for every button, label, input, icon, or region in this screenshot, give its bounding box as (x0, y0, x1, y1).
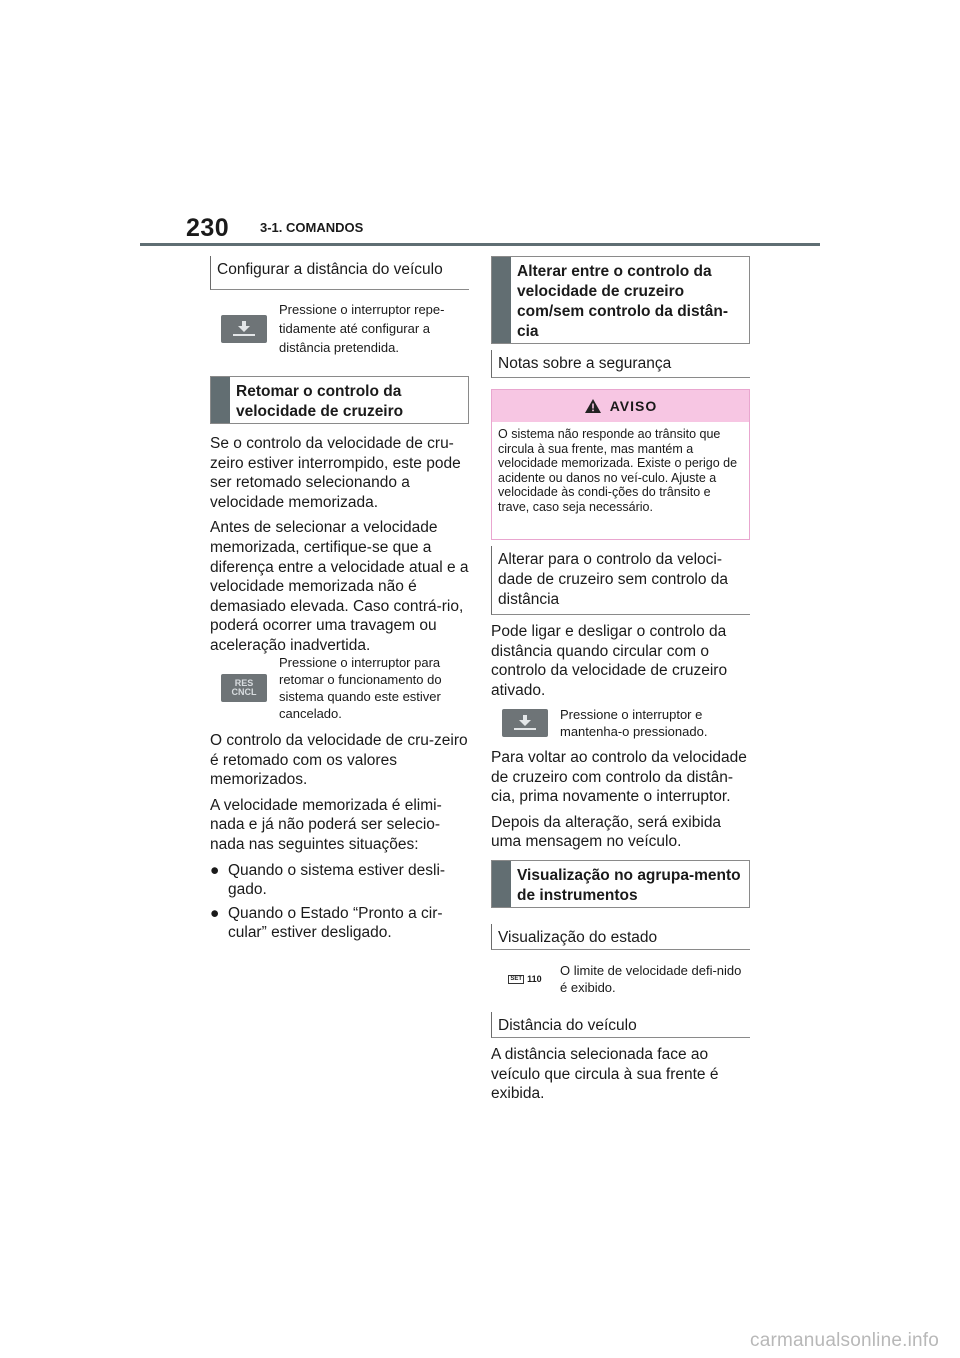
res-label: RES (234, 678, 254, 688)
heading-distance: Distância do veículo (491, 1012, 750, 1038)
warning-header (492, 390, 749, 422)
res-icon-row (210, 654, 469, 722)
change-paragraph: Pode ligar e desligar o controlo da distância quando circular com o controlo da velocidade de cruzeiro ativado. (491, 623, 728, 699)
distance-button-icon (221, 315, 267, 343)
resumed-paragraph: O controlo da velocidade de cru-zeiro é retomado com os valores memorizados. (210, 732, 468, 789)
bullet-text: Quando o sistema estiver desli-gado. (228, 861, 446, 899)
heading-display-box (491, 860, 750, 908)
bullet-item (210, 904, 469, 943)
message-paragraph: Depois da alteração, será exibida uma mensagem no veículo. (491, 813, 722, 851)
heading-configure-distance: Configurar a distância do veículo (210, 256, 469, 290)
warning-title: AVISO (609, 398, 658, 414)
bullet-icon: ● (210, 904, 220, 922)
cncl-label: CNCL (231, 687, 257, 697)
section-title: 3-1. COMANDOS (260, 220, 364, 235)
hold-icon-row (491, 706, 750, 740)
heading-switch: Alterar entre o controlo da velocidade de cruzeiro com/sem controlo da distân-cia (517, 263, 729, 340)
set-value: 110 (527, 974, 542, 984)
return-text-block (491, 748, 750, 858)
res-description: Pressione o interruptor para retomar o funcionamento do sistema quando este estiver cancelado. (279, 655, 442, 721)
heading-resume-box (210, 376, 469, 424)
res-cncl-button-icon (221, 674, 267, 702)
warning-box (491, 389, 750, 540)
set-icon-row (491, 962, 750, 996)
warning-icon (584, 398, 602, 414)
watermark: carmanualsonline.info (750, 1330, 940, 1351)
heading-resume: Retomar o controlo da velocidade de cruzeiro (236, 383, 404, 420)
heading-bar (492, 861, 511, 907)
heading-status: Visualização do estado (491, 924, 750, 950)
set-speed-icon (502, 974, 548, 984)
set-description: O limite de velocidade defi-nido é exibido. (560, 963, 742, 995)
header-divider (140, 243, 820, 246)
resumed-text-block (210, 731, 469, 947)
heading-switch-box (491, 256, 750, 344)
heading-display: Visualização no agrupa-mento de instrumentos (517, 867, 741, 904)
configure-description: Pressione o interruptor repe-tidamente até configurar a distância pretendida. (279, 302, 445, 355)
deleted-paragraph: A velocidade memorizada é elimi-nada e já não poderá ser selecio-nada nas seguintes situações: (210, 796, 442, 853)
heading-bar (492, 257, 511, 343)
bullet-item (210, 861, 469, 900)
return-paragraph: Para voltar ao controlo da velocidade de cruzeiro com controlo da distân-cia, prima novamente o interruptor. (491, 749, 747, 806)
distance-button-icon (502, 709, 548, 737)
heading-bar (211, 377, 230, 423)
warning-text: O sistema não responde ao trânsito que circula à sua frente, mas mantém a velocidade memorizada. Existe o perigo de acidente ou danos no veí-culo. Ajuste a velocidade às condi-ções do trânsito e trave, caso seja necessário. (498, 427, 738, 514)
configure-icon-row (210, 300, 469, 357)
set-label: SET (510, 975, 523, 982)
bullet-text: Quando o Estado “Pronto a cir-cular” estiver desligado. (228, 904, 443, 942)
heading-safety: Notas sobre a segurança (491, 350, 750, 378)
page-number: 230 (186, 214, 230, 242)
hold-description: Pressione o interruptor e mantenha-o pressionado. (560, 707, 708, 739)
resume-text-block (210, 434, 469, 662)
bullet-icon: ● (210, 861, 220, 879)
heading-change: Alterar para o controlo da veloci-dade de cruzeiro sem controlo da distância (491, 546, 750, 615)
distance-paragraph: A distância selecionada face ao veículo que circula à sua frente é exibida. (491, 1046, 719, 1103)
resume-paragraph-2: Antes de selecionar a velocidade memorizada, certifique-se que a diferença entre a velocidade atual e a velocidade memorizada não é demasiado elevada. Caso contrá-rio, poderá ocorrer uma travagem ou aceleração inadvertida. (210, 519, 469, 654)
resume-paragraph-1: Se o controlo da velocidade de cru-zeiro estiver interrompido, este pode ser retomado selecionando a velocidade memorizada. (210, 435, 461, 511)
